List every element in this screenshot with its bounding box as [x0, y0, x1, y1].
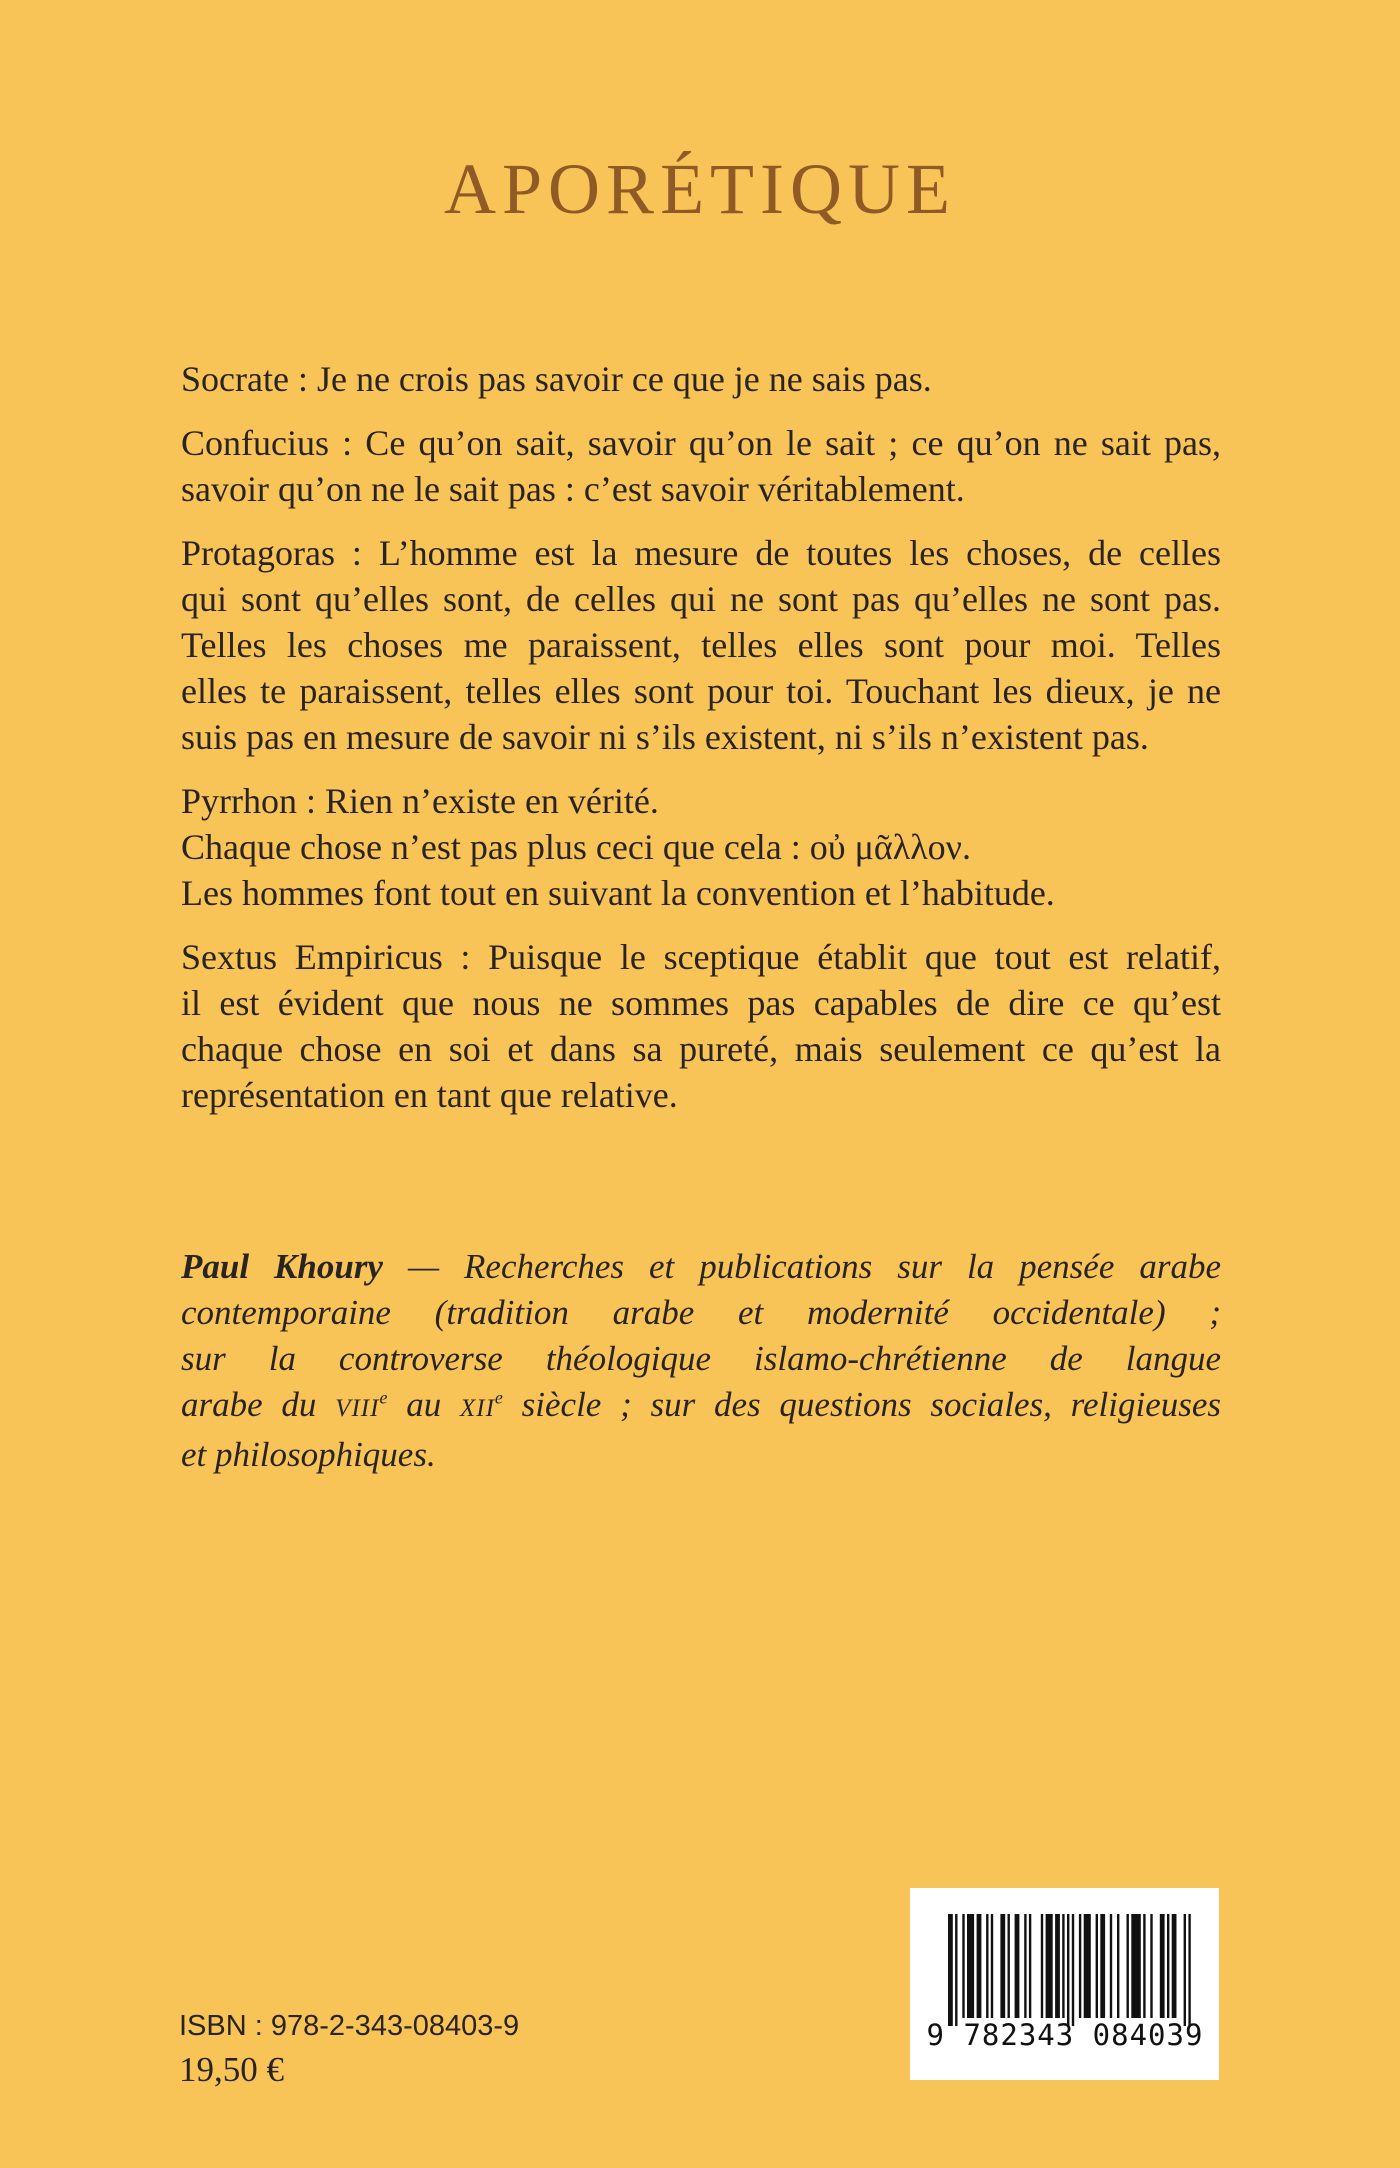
barcode-bar — [1188, 1914, 1190, 2026]
barcode-bar — [991, 1914, 993, 2018]
barcode-bar — [1046, 1914, 1053, 2018]
barcode-bar — [967, 1914, 974, 2018]
quote-line: il est évident que nous ne sommes pas capables de dire ce qu’est — [181, 983, 1221, 1023]
quote-line: Telles les choses me paraissent, telles elles sont pour moi. Telles — [181, 625, 1221, 665]
bio-text: au — [387, 1385, 460, 1424]
quote-line: Sextus Empiricus : Puisque le sceptique établit que tout est relatif, — [181, 937, 1221, 977]
barcode-bar — [1072, 1914, 1074, 2026]
barcode-bar — [1143, 1914, 1145, 2018]
barcode-bar — [1062, 1914, 1064, 2018]
barcode-bar — [1041, 1914, 1043, 2018]
bio-line — [181, 1244, 1221, 1290]
quote-protagoras — [181, 530, 1221, 760]
barcode-bar — [977, 1914, 982, 2018]
bio-line: et philosophiques. — [181, 1435, 436, 1474]
quote-line: Chaque chose n’est pas plus ceci que cela : οὐ μᾶλλον. — [181, 827, 971, 867]
quote-line: suis pas en mesure de savoir ni s’ils existent, ni s’ils n’existent pas. — [181, 717, 1149, 757]
quotes-section — [181, 356, 1221, 1136]
bio-line: contemporaine (tradition arabe et modernité occidentale) ; — [181, 1293, 1221, 1332]
quote-line: elles te paraissent, telles elles sont pour toi. Touchant les dieux, je ne — [181, 671, 1221, 711]
quote-line: représentation en tant que relative. — [181, 1075, 678, 1115]
century-numeral: VIII — [335, 1395, 380, 1422]
barcode-bar — [1127, 1914, 1129, 2018]
quote-line: Protagoras : L’homme est la mesure de toutes les choses, de celles — [181, 533, 1221, 573]
barcode-bar — [1096, 1914, 1098, 2018]
quote-line: Pyrrhon : Rien n’existe en vérité. — [181, 781, 659, 821]
barcode-bar — [1067, 1914, 1069, 2026]
bio-line — [181, 1382, 1221, 1432]
barcode-bar — [962, 1914, 964, 2018]
bio-text: Recherches et publications sur la pensée arabe — [464, 1247, 1221, 1286]
barcode-bar — [1117, 1914, 1119, 2018]
barcode — [910, 1888, 1219, 2080]
isbn-label: ISBN : 978-2-343-08403-9 — [179, 2010, 520, 2042]
century-superscript: e — [379, 1387, 388, 1408]
century-numeral: XII — [459, 1395, 495, 1422]
barcode-bar — [1029, 1914, 1031, 2018]
bio-text: arabe du — [181, 1385, 336, 1424]
barcode-bar — [948, 1914, 953, 2026]
quote-line: Socrate : Je ne crois pas savoir ce que je ne sais pas. — [181, 359, 932, 399]
barcode-bar — [1110, 1914, 1112, 2018]
bio-line: sur la controverse théologique islamo-chrétienne de langue — [181, 1339, 1221, 1378]
quote-sextus-empiricus — [181, 934, 1221, 1118]
barcode-bar — [1079, 1914, 1081, 2018]
barcode-bar — [1024, 1914, 1026, 2018]
book-title: APORÉTIQUE — [444, 149, 956, 229]
quote-pyrrhon — [181, 778, 1221, 916]
barcode-bar — [1131, 1914, 1141, 2018]
quote-line: savoir qu’on ne le sait pas : c’est savoir véritablement. — [181, 469, 965, 509]
barcode-digits: 9 782343 084039 — [926, 2018, 1204, 2052]
quote-line: chaque chose en soi et dans sa pureté, mais seulement ce qu’est la — [181, 1029, 1221, 1069]
author-name: Paul Khoury — [181, 1247, 383, 1286]
quote-confucius — [181, 420, 1221, 512]
barcode-bar — [1008, 1914, 1010, 2018]
barcode-bar — [986, 1914, 988, 2018]
quote-line: qui sont qu’elles sont, de celles qui ne sont pas qu’elles ne sont pas. — [181, 579, 1221, 619]
bio-text: siècle ; sur des questions sociales, religieuses — [502, 1385, 1222, 1424]
barcode-bar — [1184, 1914, 1186, 2026]
quote-line: Les hommes font tout en suivant la convention et l’habitude. — [181, 873, 1055, 913]
century-superscript: e — [494, 1387, 503, 1408]
barcode-bar — [1100, 1914, 1105, 2018]
price-label: 19,50 € — [179, 2050, 284, 2089]
barcode-bar — [1150, 1914, 1152, 2018]
barcode-bar — [1055, 1914, 1060, 2018]
barcode-bar — [1015, 1914, 1020, 2018]
barcode-bar — [1160, 1914, 1165, 2018]
barcode-bar — [1172, 1914, 1177, 2018]
barcode-bar — [955, 1914, 957, 2026]
barcode-bar — [1000, 1914, 1005, 2018]
barcode-bar — [1084, 1914, 1091, 2018]
quote-line: Confucius : Ce qu’on sait, savoir qu’on le sait ; ce qu’on ne sait pas, — [181, 423, 1221, 463]
author-bio — [181, 1244, 1221, 1478]
bio-dash: — — [382, 1247, 465, 1286]
quote-socrate — [181, 356, 1221, 402]
barcode-bar — [1167, 1914, 1169, 2018]
